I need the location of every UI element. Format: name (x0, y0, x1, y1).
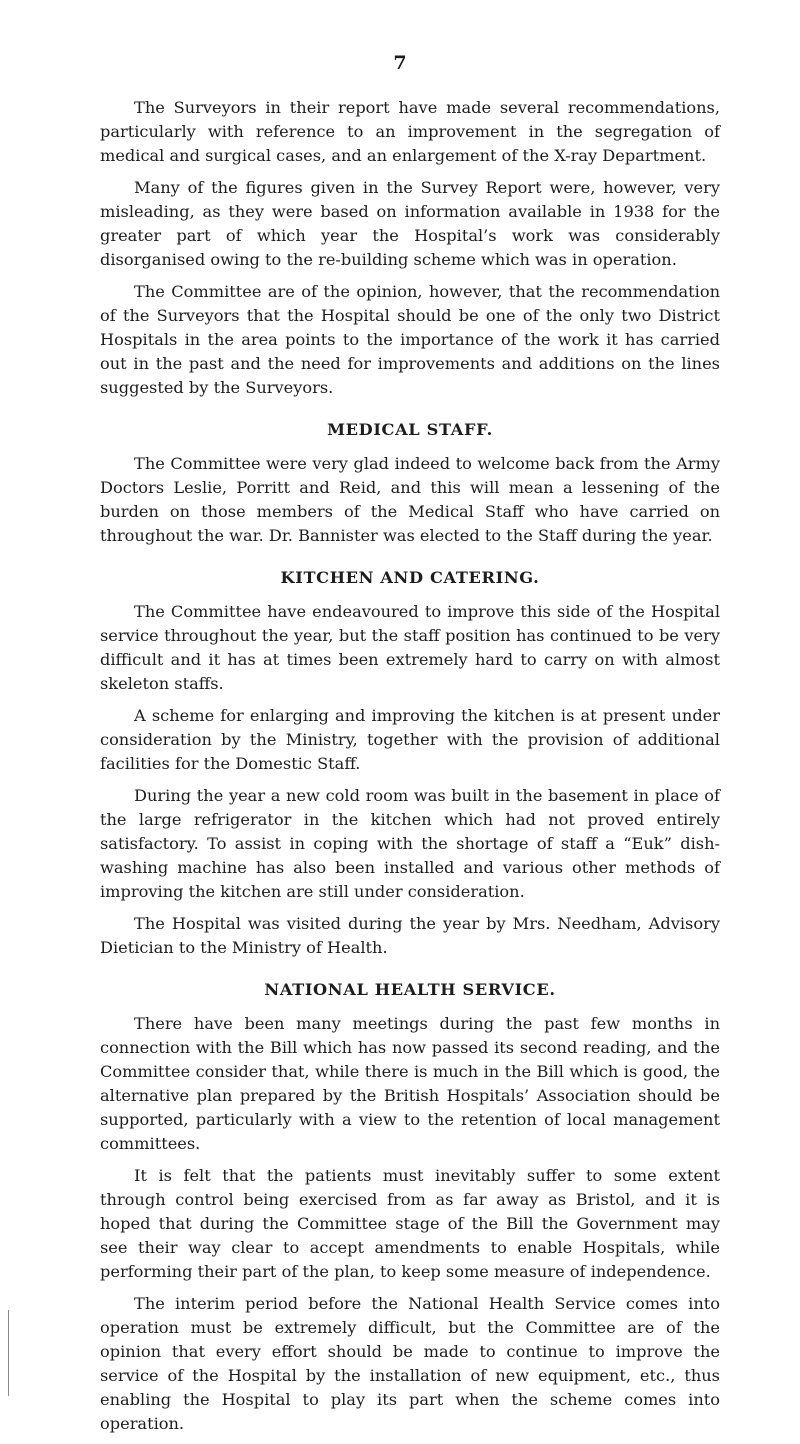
heading-kitchen-catering: KITCHEN AND CATERING. (280, 568, 540, 587)
heading-national-health-service: NATIONAL HEALTH SERVICE. (264, 980, 556, 999)
paragraph-cold-room: During the year a new cold room was built in the basement in place of the large refrigerator in the kitchen which had not proved entirely satisfactory. To assist in coping with the shortage of staff a “Euk” dish-washing machine has also been installed and various other methods of improving the kitchen are still under consideration. (100, 786, 720, 901)
heading-medical-staff: MEDICAL STAFF. (327, 420, 493, 439)
paragraph-kitchen-service: The Committee have endeavoured to improve this side of the Hospital service throughout the year, but the staff position has continued to be very difficult and it has at times been extremely hard to carry on with almost skeleton staffs. (100, 602, 720, 693)
paragraph-interim-period: The interim period before the National Health Service comes into operation must be extremely difficult, but the Committee are of the opinion that every effort should be made to continue to improve the service of the Hospital by the installation of new equipment, etc., thus enabling the Hospital to play its part when the scheme comes into operation. (100, 1294, 720, 1433)
paragraph-survey-figures: Many of the figures given in the Survey Report were, however, very misleading, as they were based on information available in 1938 for the greater part of which year the Hospital’s work was considerably disorganised owing to the re-building scheme which was in operation. (100, 178, 720, 269)
paragraph-nhs-bill: There have been many meetings during the past few months in connection with the Bill which has now passed its second reading, and the Committee consider that, while there is much in the Bill which is good, the alternative plan prepared by the British Hospitals’ Association should be supported, particularly with a view to the retention of local management committees. (100, 1014, 720, 1153)
paragraph-dietician-visit: The Hospital was visited during the year by Mrs. Needham, Advisory Dietician to the Ministry of Health. (100, 914, 720, 957)
paragraph-district-hospitals: The Committee are of the opinion, however, that the recommendation of the Surveyors that the Hospital should be one of the only two District Hospitals in the area points to the importance of the work it has carried out in the past and the need for improvements and additions on the lines suggested by the Surveyors. (100, 282, 720, 397)
paragraph-patients-control: It is felt that the patients must inevitably suffer to some extent through control being exercised from as far away as Bristol, and it is hoped that during the Committee stage of the Bill the Government may see their way clear to accept amendments to enable Hospitals, while performing their part of the plan, to keep some measure of independence. (100, 1166, 720, 1281)
paragraph-surveyors-report: The Surveyors in their report have made several recommendations, particularly with reference to an improvement in the segregation of medical and surgical cases, and an enlargement of the X-ray Department. (100, 98, 720, 165)
paragraph-medical-staff: The Committee were very glad indeed to welcome back from the Army Doctors Leslie, Porritt and Reid, and this will mean a lessening of the burden on those members of the Medical Staff who have carried on throughout the war. Dr. Bannister was elected to the Staff during the year. (100, 454, 720, 545)
page-number: 7 (393, 52, 407, 74)
body-text (100, 96, 720, 1444)
paragraph-kitchen-scheme: A scheme for enlarging and improving the kitchen is at present under consideration by the Ministry, together with the provision of additional facilities for the Domestic Staff. (100, 706, 720, 773)
scan-edge-line (8, 1310, 9, 1396)
